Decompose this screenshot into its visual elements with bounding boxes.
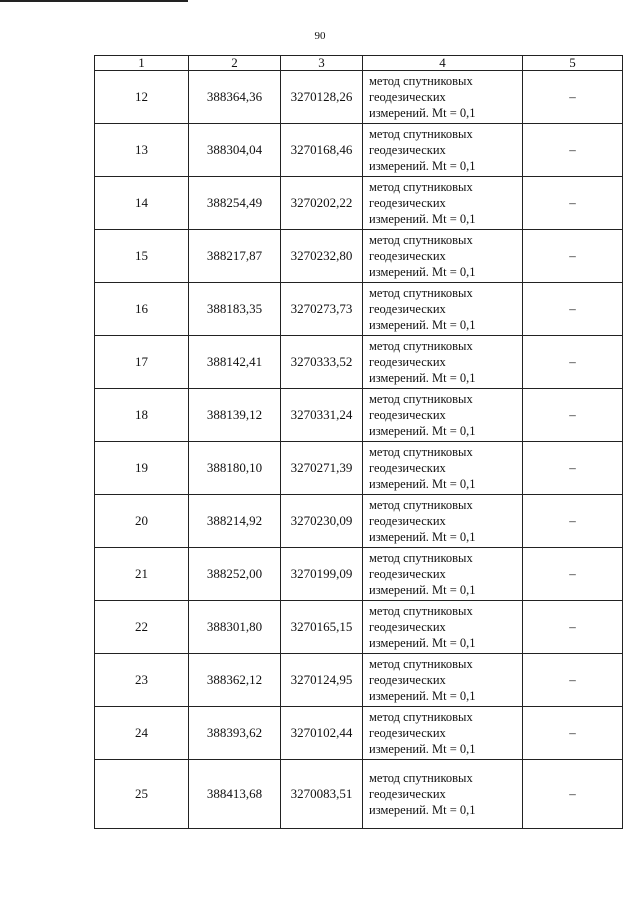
y-coordinate-cell: 3270202,22 — [281, 177, 363, 230]
y-coordinate-cell: 3270271,39 — [281, 442, 363, 495]
y-coordinate-cell: 3270230,09 — [281, 495, 363, 548]
table-row — [95, 707, 623, 760]
method-cell — [363, 177, 523, 230]
method-line: измерений. Mt = 0,1 — [369, 530, 476, 544]
table-header-row — [95, 56, 623, 71]
method-line: измерений. Mt = 0,1 — [369, 159, 476, 173]
x-coordinate-cell: 388304,04 — [189, 124, 281, 177]
table-row — [95, 601, 623, 654]
point-number-cell: 25 — [95, 760, 189, 829]
y-coordinate-cell: 3270232,80 — [281, 230, 363, 283]
table-row — [95, 760, 623, 829]
method-line: геодезических — [369, 673, 446, 687]
note-cell: – — [523, 230, 623, 283]
note-cell: – — [523, 760, 623, 829]
method-line: измерений. Mt = 0,1 — [369, 318, 476, 332]
table-row — [95, 442, 623, 495]
method-line: измерений. Mt = 0,1 — [369, 371, 476, 385]
note-cell: – — [523, 336, 623, 389]
table-row — [95, 336, 623, 389]
x-coordinate-cell: 388214,92 — [189, 495, 281, 548]
method-cell — [363, 548, 523, 601]
method-line: измерений. Mt = 0,1 — [369, 742, 476, 756]
x-coordinate-cell: 388301,80 — [189, 601, 281, 654]
top-rule — [0, 0, 188, 2]
method-line: измерений. Mt = 0,1 — [369, 803, 476, 817]
method-line: измерений. Mt = 0,1 — [369, 212, 476, 226]
method-line: геодезических — [369, 787, 446, 801]
method-line: измерений. Mt = 0,1 — [369, 106, 476, 120]
point-number-cell: 21 — [95, 548, 189, 601]
note-cell: – — [523, 177, 623, 230]
x-coordinate-cell: 388252,00 — [189, 548, 281, 601]
note-cell: – — [523, 71, 623, 124]
y-coordinate-cell: 3270333,52 — [281, 336, 363, 389]
method-line: метод спутниковых — [369, 339, 473, 353]
method-line: измерений. Mt = 0,1 — [369, 689, 476, 703]
y-coordinate-cell: 3270168,46 — [281, 124, 363, 177]
method-line: геодезических — [369, 620, 446, 634]
page-number: 90 — [314, 30, 326, 42]
x-coordinate-cell: 388139,12 — [189, 389, 281, 442]
note-cell: – — [523, 283, 623, 336]
point-number-cell: 14 — [95, 177, 189, 230]
method-line: метод спутниковых — [369, 233, 473, 247]
column-header: 2 — [189, 56, 281, 71]
point-number-cell: 24 — [95, 707, 189, 760]
method-line: измерений. Mt = 0,1 — [369, 265, 476, 279]
y-coordinate-cell: 3270199,09 — [281, 548, 363, 601]
method-line: геодезических — [369, 196, 446, 210]
method-line: метод спутниковых — [369, 127, 473, 141]
point-number-cell: 13 — [95, 124, 189, 177]
point-number-cell: 22 — [95, 601, 189, 654]
point-number-cell: 19 — [95, 442, 189, 495]
x-coordinate-cell: 388217,87 — [189, 230, 281, 283]
note-cell: – — [523, 495, 623, 548]
table-row — [95, 495, 623, 548]
x-coordinate-cell: 388393,62 — [189, 707, 281, 760]
method-cell — [363, 230, 523, 283]
method-cell — [363, 442, 523, 495]
table-row — [95, 177, 623, 230]
method-line: измерений. Mt = 0,1 — [369, 477, 476, 491]
method-line: геодезических — [369, 355, 446, 369]
method-line: геодезических — [369, 90, 446, 104]
method-cell — [363, 283, 523, 336]
method-line: геодезических — [369, 461, 446, 475]
method-line: геодезических — [369, 408, 446, 422]
y-coordinate-cell: 3270124,95 — [281, 654, 363, 707]
point-number-cell: 15 — [95, 230, 189, 283]
method-line: метод спутниковых — [369, 657, 473, 671]
method-cell — [363, 495, 523, 548]
method-line: измерений. Mt = 0,1 — [369, 424, 476, 438]
column-header: 1 — [95, 56, 189, 71]
method-line: измерений. Mt = 0,1 — [369, 583, 476, 597]
table-body — [95, 71, 623, 829]
method-cell — [363, 760, 523, 829]
x-coordinate-cell: 388413,68 — [189, 760, 281, 829]
method-line: метод спутниковых — [369, 392, 473, 406]
y-coordinate-cell: 3270331,24 — [281, 389, 363, 442]
table-row — [95, 124, 623, 177]
note-cell: – — [523, 548, 623, 601]
column-header: 3 — [281, 56, 363, 71]
y-coordinate-cell: 3270083,51 — [281, 760, 363, 829]
x-coordinate-cell: 388142,41 — [189, 336, 281, 389]
method-line: метод спутниковых — [369, 286, 473, 300]
y-coordinate-cell: 3270273,73 — [281, 283, 363, 336]
x-coordinate-cell: 388362,12 — [189, 654, 281, 707]
column-header: 5 — [523, 56, 623, 71]
point-number-cell: 17 — [95, 336, 189, 389]
table-row — [95, 548, 623, 601]
table-row — [95, 389, 623, 442]
method-line: метод спутниковых — [369, 771, 473, 785]
method-line: метод спутниковых — [369, 445, 473, 459]
method-line: геодезических — [369, 249, 446, 263]
point-number-cell: 16 — [95, 283, 189, 336]
y-coordinate-cell: 3270102,44 — [281, 707, 363, 760]
table-row — [95, 71, 623, 124]
x-coordinate-cell: 388364,36 — [189, 71, 281, 124]
x-coordinate-cell: 388180,10 — [189, 442, 281, 495]
column-header: 4 — [363, 56, 523, 71]
method-line: измерений. Mt = 0,1 — [369, 636, 476, 650]
table-row — [95, 283, 623, 336]
point-number-cell: 18 — [95, 389, 189, 442]
method-line: метод спутниковых — [369, 180, 473, 194]
table-row — [95, 654, 623, 707]
coordinates-table — [94, 55, 623, 829]
method-line: метод спутниковых — [369, 74, 473, 88]
method-cell — [363, 601, 523, 654]
note-cell: – — [523, 389, 623, 442]
method-cell — [363, 124, 523, 177]
method-line: геодезических — [369, 143, 446, 157]
note-cell: – — [523, 124, 623, 177]
method-cell — [363, 336, 523, 389]
x-coordinate-cell: 388183,35 — [189, 283, 281, 336]
note-cell: – — [523, 654, 623, 707]
method-cell — [363, 654, 523, 707]
table-row — [95, 230, 623, 283]
method-line: метод спутниковых — [369, 710, 473, 724]
note-cell: – — [523, 442, 623, 495]
point-number-cell: 23 — [95, 654, 189, 707]
point-number-cell: 20 — [95, 495, 189, 548]
method-line: метод спутниковых — [369, 498, 473, 512]
method-cell — [363, 389, 523, 442]
y-coordinate-cell: 3270165,15 — [281, 601, 363, 654]
point-number-cell: 12 — [95, 71, 189, 124]
y-coordinate-cell: 3270128,26 — [281, 71, 363, 124]
method-line: геодезических — [369, 567, 446, 581]
note-cell: – — [523, 707, 623, 760]
method-line: геодезических — [369, 302, 446, 316]
method-line: геодезических — [369, 514, 446, 528]
method-line: метод спутниковых — [369, 551, 473, 565]
method-line: геодезических — [369, 726, 446, 740]
method-line: метод спутниковых — [369, 604, 473, 618]
method-cell — [363, 71, 523, 124]
note-cell: – — [523, 601, 623, 654]
method-cell — [363, 707, 523, 760]
x-coordinate-cell: 388254,49 — [189, 177, 281, 230]
